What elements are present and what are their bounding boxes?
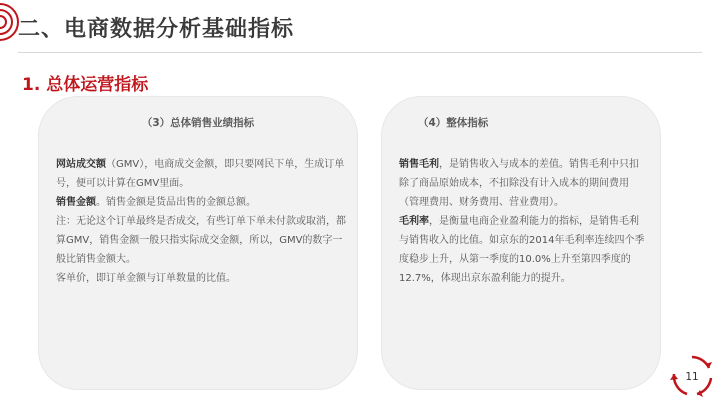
sales-amount-text: 。销售金额是货品出售的金额总额。: [96, 197, 256, 208]
sales-performance-card: [38, 96, 358, 390]
page-number: 11: [685, 371, 699, 383]
gross-margin-text: ，是衡量电商企业盈利能力的指标，是销售毛利与销售收入的比值。如京东的2014年毛利率连续四个季度稳步上升，从第一季度的10.0%上升至第四季度的12.7%，体现出京东盈利能力的提升。: [399, 216, 645, 284]
paragraph-note: [56, 212, 347, 269]
avg-order-value-text: 客单价，即订单金额与订单数量的比值。: [56, 273, 236, 284]
gross-profit-text: ，是销售收入与成本的差值。销售毛利中只扣除了商品原始成本，不扣除没有计入成本的期间费用（管理费用、财务费用、营业费用）。: [399, 159, 639, 208]
overall-indicators-card: [381, 96, 661, 390]
note-text: 注：无论这个订单最终是否成交，有些订单下单未付款或取消，都算GMV，销售金额一般只指实际成交金额，所以，GMV的数字一般比销售金额大。: [56, 216, 346, 265]
term-sales-amount: 销售金额: [56, 197, 96, 208]
section-heading: 1. 总体运营指标: [22, 75, 149, 95]
card-title: （4）整体指标: [418, 117, 489, 129]
gmv-text: （GMV），电商成交金额，即只要网民下单，生成订单号，便可以计算在GMV里面。: [56, 159, 345, 189]
term-gross-profit: 销售毛利: [399, 159, 439, 170]
paragraph-sales-amount: [56, 193, 347, 212]
header-bar: [0, 0, 720, 58]
title-divider: [18, 52, 702, 53]
page-number-badge: [668, 352, 716, 400]
term-gross-margin: 毛利率: [399, 216, 429, 227]
paragraph-avg-order-value: [56, 269, 347, 288]
card-title: （3）总体销售业绩指标: [141, 117, 255, 129]
term-gmv: 网站成交额: [56, 159, 106, 170]
paragraph-gross-profit: [399, 155, 646, 212]
card-body: [56, 155, 347, 288]
paragraph-gmv: [56, 155, 347, 193]
page-title: 二、电商数据分析基础指标: [18, 17, 295, 42]
card-body: [399, 155, 646, 288]
paragraph-gross-margin: [399, 212, 646, 288]
